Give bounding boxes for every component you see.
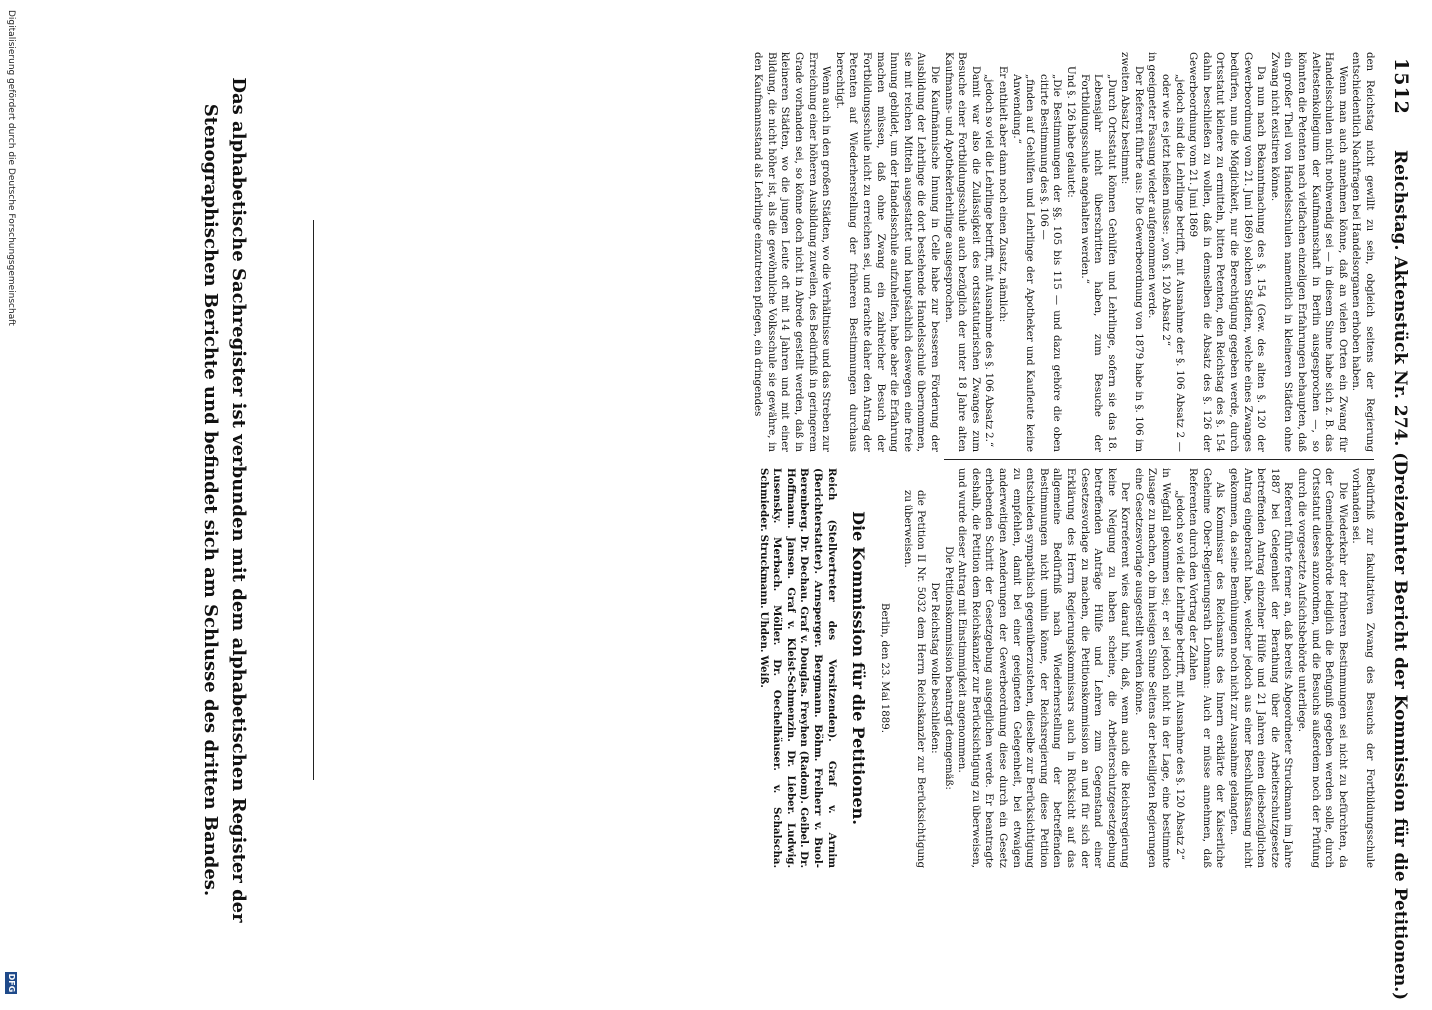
- paragraph: Als Kommissar des Reichsamts des Innern erklärte der Kaiserliche Geheime Ober-Regierungsrath Lohmann: Auch er müsse annehmen, daß Referenten durch den Vortrag der Zahlen: [1187, 468, 1226, 868]
- register-notice-text: Das alphabetische Sachregister ist verbunden mit dem alphabetischen Register der Stenographischen Berichte und befindet sich am Schlusse des dritten Bandes.: [200, 77, 249, 923]
- quote: „Durch Ortsstatut können Gehülfen und Lehrlinge, sofern sie das 18. Lebensjahr nicht überschritten haben, zum Besuche der Fortbildungsschule angehalten werden.“: [1078, 74, 1117, 452]
- motion-intro: Die Petitionskommission beantragt demgemäß:: [942, 546, 954, 790]
- paragraph: Wenn man auch annehmen könne, daß an vielen Orten ein Zwang für Handelsschulen nicht nothwendig sei — in diesem Sinne habe sich z. B. das Aeltestenkollegium der Kaufmannschaft in Berlin ausgesprochen —, so könnten die Petenten nach vielfachen einzeligen Erfahrungen behaupten, daß ein großer Theil von Handelsschulen namentlich in kleineren Städten ohne Zwang nicht existiren könne.: [1268, 52, 1348, 452]
- paragraph: Referent führte ferner an, daß bereits Abgeordneter Struckmann im Jahre 1887 bei Gelegenheit der Berathung über die Arbeiterschutzgesetze betreffenden Antrag einzelner Hülfe und 21 Jahren einen diesbezüglichen Antrag eingebracht habe, welcher jedoch aus einer Beschlußfassung nicht gekommen, da seine Bemühungen noch nicht zur Ausnahme gelangten.: [1228, 468, 1294, 868]
- column-divider: [944, 459, 1374, 460]
- funding-note: Digitalisierung gefördert durch die Deutsche Forschungsgemeinschaft: [6, 10, 16, 326]
- divider-rule: [313, 220, 314, 780]
- page-header: [1382, 0, 1412, 1000]
- commission-title: Die Kommission für die Petitionen.: [848, 511, 868, 825]
- page-number: 1512: [1390, 58, 1412, 115]
- paragraph: Der Korreferent wies darauf hin, daß, wenn auch die Reichsregierung keine Neigung zu haben scheine, die Arbeiterschutzgesetzgebung betreffenden Anträge Hülfe und Lehren zum Gegenstand einer Gesetzesvorlage zu machen, die Petitionskommission an und für sich der Erklärung des Herrn Regierungskommissars auch in Rücksicht auf das allgemeine Bedürfniß nach Wiederherstellung der betreffenden Bestimmungen nicht umhin könne, der Reichsregierung diese Petition entschieden sympathisch gegenüberzustehen, dieselbe zur Berücksichtigung zu empfehlen, damit bei einer geeigneten Gelegenheit, bei etwaigen anderweitigen Aenderungen der Gewerbeordnung diese durch ein Gesetz erhebenden Schritt der Gesetzgebung ausgeglichen werde. Er beantragte deshalb, die Petition dem Reichskanzler zur Berücksichtigung zu überweisen, und wurde dieser Antrag mit Einstimmigkeit angenommen.: [956, 468, 1131, 868]
- paragraph: Wenn auch in den großen Städten, wo die Verhältnisse und das Streben zur Erreichung einer höheren Ausbildung zuweilen, des Bedürfniß in geringerem Grade vorhanden sei, so könne doch nicht in Abrede gestellt werden, daß in kleineren Städten, wo die jungen Leute oft mit 14 Jahren und mit einer Bildung, die nicht höher ist, als die gewöhnliche Volksschule sie gewähre, in den Kaufmannsstand als Lehrlinge einzutreten pflegen, ein dringendes: [752, 52, 832, 452]
- commission-members: Reich (Stellvertreter des Vorsitzenden). Graf v. Arnim (Berichterstatter). Arnsperger. Bergmann. Böhm. Freiherr v. Buol-Berenberg. Dr. Dechau. Graf v. Douglas. Freyhen (Radom). Geibel. Dr. Hoffmann. Jansen. Graf v. Kleist-Schmenzin. Dr. Lieber. Ludwig. Lusensky. Merbach. Möller. Dr. Oechelhäuser. v. Schalscha. Schmieder. Struckmann. Uhden. Weiß.: [757, 468, 838, 868]
- quote: „jedoch so viel die Lehrlinge betrifft, mit Ausnahme des §. 106 Absatz 2.“: [983, 74, 995, 448]
- quote: „Die Bestimmungen der §§. 105 bis 115 — und dazu gehöre die oben citirte Bestimmung des §. 106 —: [1037, 74, 1063, 452]
- paragraph: in geeigneter Fassung wieder aufgenommen werde.: [1146, 52, 1158, 319]
- paragraph: Bedürfniß zur fakultativen Zwang des Besuchs der Fortbildungsschule vorhanden sei.: [1350, 468, 1375, 868]
- register-notice: [196, 0, 252, 1000]
- page-title: Reichstag. Aktenstück Nr. 274. (Dreizehnter Bericht der Kommission für die Petitionen.): [1390, 150, 1410, 1001]
- paragraph: Da nun nach Bekanntmachung des §. 154 (Gew. des alten §. 120 der Gewerbeordnung vom 21. Juni 1869) solchen Städten, welche eines Zwanges bedürfen, nun die Möglichkeit, nur die Berechtigung gegeben werde, durch Ortsstatut kleinere zu ermitteln, bitten Petenten, den Reichstag des §. 154 dahin beschließen zu wollen, daß in demselben die Absatz des §. 126 der Gewerbeordnung vom 21. Juni 1869: [1187, 52, 1267, 452]
- paragraph: Er enthielt aber dann noch einen Zusatz, nämlich:: [996, 66, 1008, 323]
- place-date: Berlin, den 23. Mai 1889.: [879, 603, 891, 733]
- quote: „jedoch so viel die Lehrlinge betrifft, mit Ausnahme des §. 120 Absatz 2“: [1173, 490, 1185, 860]
- dfg-logo: DFG: [7, 973, 16, 993]
- motion-text: die Petition II Nr. 5032 dem Herrn Reichskanzler zur Berücksichtigung zu überweisen.: [901, 490, 927, 868]
- quote: „finden auf Gehülfen und Lehrlinge der Apotheker und Kaufleute keine Anwendung.“: [1010, 74, 1036, 452]
- motion-resolve: Der Reichstag wolle beschließen:: [929, 582, 940, 754]
- digitization-footer: [2, 0, 18, 1000]
- paragraph: Damit war also die Zulässigkeit des ortsstatutarischen Zwanges zum Besuche einer Fortbildungsschule auch bezüglich der unter 18 Jahre alten Kaufmanns- und Apothekerlehrlinge ausgesprochen.: [942, 52, 981, 452]
- paragraph: in Wegfall gekommen sei; er sei jedoch nicht in der Lage, eine bestimmte Zusage zu machen, ob im hiesigen Sinne Seitens der beteiligten Regierungen eine Gesetzesvorlage ausgestellt werden könne.: [1132, 468, 1172, 868]
- quote: „jedoch sind die Lehrlinge betrifft, mit Ausnahme der §. 106 Absatz 2 — oder wie es jetzt heißen müsse: „von §. 120 Absatz 2“: [1160, 74, 1185, 452]
- left-column: [751, 52, 1376, 452]
- paragraph: Die Wiederkehr der früheren Bestimmungen sei nicht zu befürchten, da der Gemeindebehörde lediglich die Befugniß gegeben werden solle, durch Ortsstatut dieses anzuordnen, und die Besuchs außerdem noch der Prüfung durch die vorgesetzte Aufsichtsbehörde unterliege.: [1296, 468, 1348, 868]
- right-column: [756, 468, 1376, 868]
- paragraph: den Reichstag nicht gewillt zu sein, obgleich seitens der Regierung entschiedentlich Nachfragen bei Handelsorganen erhoben haben.: [1350, 52, 1375, 452]
- paragraph: Und §. 126 habe gelautet:: [1064, 66, 1076, 198]
- paragraph: Der Referent führte aus: Die Gewerbeordnung von 1879 habe in §. 106 im zweiten Absatz bestimmt:: [1119, 52, 1144, 452]
- paragraph: Die Kaufmännische Innung in Celle habe zur besseren Förderung der Ausbildung der Lehrlinge die dort bestehende Handelsschule übernommen, sie mit reichen Mitteln ausgestattet und hauptsächlich deswegen eine freie Innung gebildet, um der Handelsschule aufzuhelfen, habe aber die Erfahrung machen müssen, daß ohne Zwang ein zahlreicher Besuch der Fortbildungsschule nicht zu erreichen sei, und erachte daher den Antrag der Petenten auf Wiederherstellung der früheren Bestimmungen durchaus berechtigt.: [833, 52, 940, 452]
